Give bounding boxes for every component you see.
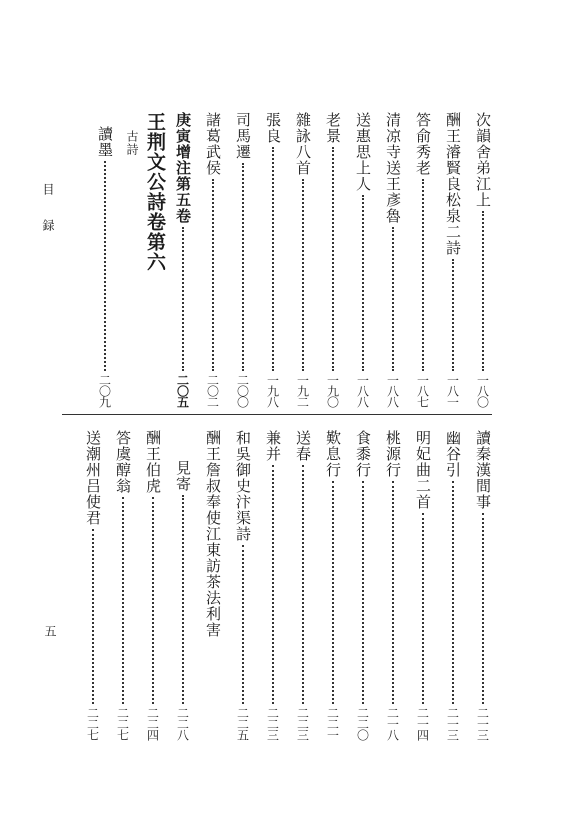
dot-leader (422, 513, 424, 704)
toc-entry (415, 112, 430, 407)
entry-title: 張良 (264, 112, 282, 144)
dot-leader (242, 545, 244, 704)
volume-heading (145, 112, 164, 407)
entry-page: 二二三 (295, 707, 310, 740)
toc-entry (265, 430, 280, 740)
toc-entry (235, 112, 250, 407)
toc-entry (415, 430, 430, 740)
toc-entry (97, 112, 112, 407)
dot-leader (482, 513, 484, 704)
entry-page: 二二〇 (355, 707, 370, 740)
dot-leader (482, 211, 484, 371)
dot-leader (104, 161, 106, 371)
toc-entry (475, 430, 490, 740)
entry-title: 送惠思上人 (354, 112, 372, 192)
dot-leader (452, 259, 454, 371)
dot-leader (452, 481, 454, 704)
entry-page: 二一三 (475, 707, 490, 740)
toc-entry (385, 430, 400, 740)
entry-title: 酬王濬賢良松泉二詩 (444, 112, 462, 256)
toc-entry (355, 430, 370, 740)
entry-page: 一八八 (385, 374, 400, 407)
section-divider (62, 414, 492, 415)
entry-page: 一八〇 (475, 374, 490, 407)
toc-entry (475, 112, 490, 407)
toc-entry (205, 112, 220, 407)
toc-entry (85, 430, 100, 740)
entry-page: 一八一 (445, 374, 460, 407)
toc-entry (355, 112, 370, 407)
entry-page: 二二七 (115, 707, 130, 740)
entry-title: 雜詠八首 (294, 112, 312, 176)
toc-entry (205, 430, 220, 740)
dot-leader (422, 179, 424, 371)
dot-leader (332, 481, 334, 704)
entry-page: 一九二 (295, 374, 310, 407)
dot-leader (362, 195, 364, 371)
entry-page: 二二一 (325, 707, 340, 740)
entry-page: 二二四 (145, 707, 160, 740)
toc-entry (295, 430, 310, 740)
entry-page: 二〇二 (205, 374, 220, 407)
dot-leader (272, 147, 274, 371)
entry-title: 明妃曲二首 (414, 430, 432, 510)
entry-page: 二二七 (85, 707, 100, 740)
entry-title: 諸葛武侯 (204, 112, 222, 176)
category-label (126, 112, 138, 407)
running-header-label: 目 録 (41, 183, 55, 241)
entry-page: 二〇五 (175, 374, 190, 407)
entry-page: 一八八 (355, 374, 370, 407)
dot-leader (272, 465, 274, 704)
toc-entry (325, 112, 340, 407)
toc-entry (445, 430, 460, 740)
entry-page: 二〇九 (97, 374, 112, 407)
toc-entry (145, 430, 160, 740)
dot-leader (302, 179, 304, 371)
entry-page: 一九八 (265, 374, 280, 407)
entry-title: 老景 (324, 112, 342, 144)
dot-leader (182, 495, 184, 704)
entry-page: 二二八 (175, 707, 190, 740)
entry-title: 司馬遷 (234, 112, 252, 160)
entry-page: 二二五 (235, 707, 250, 740)
entry-title: 酬王伯虎 (144, 430, 162, 494)
entry-page: 二一三 (445, 707, 460, 740)
entry-title: 和吳御史汴渠詩 (234, 430, 252, 542)
entry-page: 二一八 (385, 707, 400, 740)
dot-leader (182, 227, 184, 371)
toc-entry (385, 112, 400, 407)
toc-entry (115, 430, 130, 740)
entry-title: 答虞醇翁 (114, 430, 132, 494)
toc-entry (325, 430, 340, 740)
toc-entry (235, 430, 250, 740)
dot-leader (302, 465, 304, 704)
entry-title: 歎息行 (324, 430, 342, 478)
toc-entry (265, 112, 280, 407)
entry-title: 清凉寺送王彥魯 (384, 112, 402, 224)
entry-title: 酬王詹叔奉使江東訪茶法利害 (204, 430, 222, 638)
dot-leader (392, 481, 394, 704)
dot-leader (362, 481, 364, 704)
toc-lower-block (60, 430, 490, 740)
entry-title: 幽谷引 (444, 430, 462, 478)
toc-entry (295, 112, 310, 407)
toc-section-heading (175, 112, 190, 407)
volume-title: 王荆文公詩卷第六 (144, 112, 166, 272)
entry-title: 見寄 (174, 460, 192, 492)
entry-title: 庚寅增注第五卷 (174, 112, 192, 224)
dot-leader (212, 179, 214, 371)
entry-page: 二二三 (265, 707, 280, 740)
entry-title: 答俞秀老 (414, 112, 432, 176)
entry-title: 讀秦漢間事 (474, 430, 492, 510)
entry-title: 兼并 (264, 430, 282, 462)
entry-page: 一九〇 (325, 374, 340, 407)
entry-title: 食黍行 (354, 430, 372, 478)
category-title: 古詩 (125, 130, 139, 156)
dot-leader (152, 497, 154, 704)
entry-title: 次韻舍弟江上 (474, 112, 492, 208)
entry-title: 送春 (294, 430, 312, 462)
entry-page: 二〇〇 (235, 374, 250, 407)
dot-leader (242, 163, 244, 371)
entry-title: 送潮州吕使君 (84, 430, 102, 526)
page-number: 五 (43, 625, 57, 637)
entry-title: 桃源行 (384, 430, 402, 478)
dot-leader (122, 497, 124, 704)
entry-page: 一八七 (415, 374, 430, 407)
entry-page: 二一四 (415, 707, 430, 740)
dot-leader (332, 147, 334, 371)
dot-leader (392, 227, 394, 371)
entry-title: 讀墨 (96, 126, 114, 158)
toc-entry (445, 112, 460, 407)
toc-upper-block (60, 112, 490, 407)
toc-entry-continuation (175, 430, 190, 740)
dot-leader (92, 529, 94, 704)
